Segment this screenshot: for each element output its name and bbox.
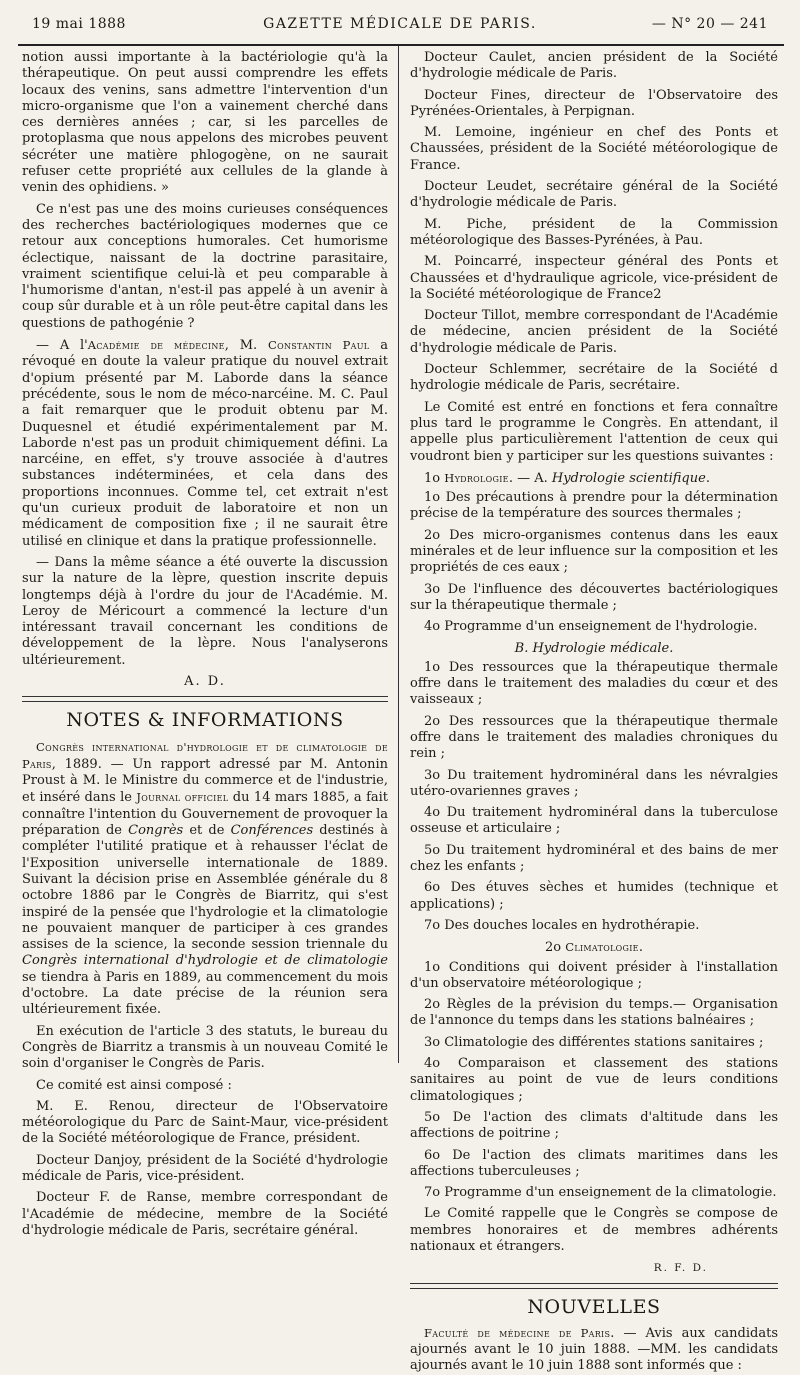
text-run: . (638, 940, 643, 956)
paragraph: M. Poincarré, inspecteur général des Ponts et Chaussées et d'hydraulique agricole, vice-président de la Société météorologique de France2 (410, 254, 778, 302)
list-item: 4o Programme d'un enseignement de l'hydrologie. (424, 619, 758, 635)
section-rule (410, 1288, 778, 1289)
running-header (18, 14, 782, 36)
section-rule (410, 1283, 778, 1284)
text-run-small-caps: Hydrologie (444, 470, 509, 485)
text-run-italic: Hydrologie scientifique (551, 470, 706, 486)
text-run: se tiendra à Paris en 1889, au commencement du mois d'octobre. La date précise de la réunion sera ultérieurement fixée. (22, 969, 388, 1018)
paragraph: En exécution de l'article 3 des statuts, le bureau du Congrès de Biarritz a transmis à un nouveau Comité le soin d'organiser le Congrès de Paris. (22, 1023, 388, 1072)
list-item: 5o Du traitement hydrominéral et des bains de mer chez les enfants ; (410, 842, 778, 875)
right-column (410, 50, 778, 1374)
subheading (410, 641, 778, 657)
left-column (22, 50, 389, 1238)
paragraph: Docteur Leudet, secrétaire général de la Société d'hydrologie médicale de Paris. (410, 179, 778, 211)
header-rule (18, 44, 784, 46)
text-run-small-caps: Climatologie (565, 940, 639, 955)
section-rule (22, 696, 388, 697)
text-run-small-caps: Congrès international d'hydrologie et de climatologie de Paris (22, 739, 388, 771)
text-run-small-caps: Faculté de médecine de Paris (424, 1325, 611, 1340)
header-date: 19 mai 1888 (32, 16, 126, 32)
paragraph (22, 739, 388, 1019)
text-run: , 1889. — Un rapport adressé par M. Antonin Proust à M. le Ministre du commerce et de l'industrie, et inséré dans le (22, 756, 388, 806)
list-item: 1o Conditions qui doivent présider à l'installation d'un observatoire météorologique ; (410, 959, 778, 991)
text-run: destinés à compléter l'utilité pratique et à rehausser l'éclat de l'Exposition universelle internationale de 1889. Suivant la décision prise en Assemblée générale du 8 octobre 1886 par le Congrès de Biarritz, qui s'est inspiré de la pensée que l'hydrologie et la climatologie ne pouvaient manquer de participer à ces grandes assises de la science, la seconde session triennale du (22, 823, 388, 953)
text-run: — A l' (36, 338, 88, 354)
text-run: 1o (424, 470, 445, 486)
paragraph: Docteur Schlemmer, secrétaire de la Société d hydrologie médicale de Paris, secrétaire. (410, 362, 778, 394)
signature: R. F. D. (653, 1262, 708, 1275)
paragraph: Docteur Fines, directeur de l'Observatoire des Pyrénées-Orientales, à Perpignan. (410, 87, 778, 119)
paragraph: Ce n'est pas une des moins curieuses conséquences des recherches bactériologiques modernes que ce retour aux conceptions humorales. Cet humorisme éclectique, naissant de la doctrine parasitaire, vraiment scientifique celui-là et peu comparable à l'humorisme d'antan, n'est-il pas appelé à un avenir à coup sûr durable et à un rôle peut-être capital dans les questions de pathogénie ? (22, 201, 388, 331)
paragraph: notion aussi importante à la bactériologie qu'à la thérapeutique. On peut aussi comprendre les effets locaux des venins, sans admettre l'intervention d'un micro-organisme que l'on a vainement cherché dans ces dernières années ; car, si les parcelles de protoplasma que nous appelons des microbes peuvent sécréter une matière phlogogène, on ne saurait refuser cette propriété aux cellules de la glande à venin des ophidiens. » (22, 50, 388, 196)
paragraph: Le Comité est entré en fonctions et fera connaître plus tard le programme le Congrès. En attendant, il appelle plus particulièrement l'attention de ceux qui voudront bien y participer sur les questions suivantes : (410, 399, 778, 464)
list-item: 5o De l'action des climats d'altitude dans les affections de poitrine ; (410, 1109, 778, 1142)
list-item: 3o Du traitement hydrominéral dans les névralgies utéro-ovariennes graves ; (410, 767, 778, 799)
header-title: GAZETTE MÉDICALE DE PARIS. (263, 16, 537, 32)
list-item: 7o Des douches locales en hydrothérapie. (424, 917, 700, 933)
section-title: NOTES & INFORMATIONS (66, 709, 344, 732)
list-item: 6o De l'action des climats maritimes dans les affections tuberculeuses ; (410, 1147, 778, 1179)
list-item: 4o Du traitement hydrominéral dans la tuberculose osseuse et articulaire ; (410, 805, 778, 837)
paragraph: M. Piche, président de la Commission météorologique des Basses-Pyrénées, à Pau. (410, 216, 778, 248)
text-run-italic: B. Hydrologie médicale. (514, 640, 674, 656)
text-run-small-caps: Constantin Paul (267, 338, 370, 353)
list-item: 7o Programme d'un enseignement de la climatologie. (424, 1185, 777, 1201)
text-run: a révoqué en doute la valeur pratique du nouvel extrait d'opium présenté par M. Laborde dans la séance précédente, sous le nom de méco-narcéine. M. C. Paul a fait remarquer que le produit obtenu par M. Duquesnel et étudié expérimentalement par M. Laborde n'est pas un produit chimiquement défini. La narcéine, en effet, s'y trouve associée à d'autres substances indéterminées, et cela dans des proportions inconnues. Comme tel, cet extrait n'est qu'un curieux produit de laboratoire et non un médicament de composition fixe ; il ne saurait être utilisé en clinique et dans la pratique professionnelle. (22, 338, 388, 549)
paragraph: M. E. Renou, directeur de l'Observatoire météorologique du Parc de Saint-Maur, vice-président de la Société météorologique de France, président. (22, 1098, 388, 1147)
text-run-italic: Conférences (230, 823, 314, 839)
section-title: NOUVELLES (527, 1295, 661, 1318)
signature: A. D. (184, 673, 226, 689)
list-item: 2o Des micro-organismes contenus dans les eaux minérales et de leur influence sur la composition et les propriétés de ces eaux ; (410, 527, 778, 576)
list-item: 6o Des étuves sèches et humides (technique et applications) ; (410, 880, 778, 912)
paragraph: Le Comité rappelle que le Congrès se compose de membres honoraires et de membres adhérents nationaux et étrangers. (410, 1206, 778, 1254)
list-item: 1o Des ressources que la thérapeutique thermale offre dans le traitement des maladies du cœur et des vaisseaux ; (410, 659, 778, 708)
text-run: du 14 mars 1885, a fait connaître l'intention du Gouvernement de provoquer la préparation de (22, 790, 389, 839)
paragraph: — Dans la même séance a été ouverte la discussion sur la nature de la lèpre, question inscrite depuis longtemps déjà à l'ordre du jour de l'Académie. M. Leroy de Méricourt a commencé la lecture d'un intéressant travail concernant les conditions de développement de la lèpre. Nous l'analyserons ultérieurement. (22, 554, 388, 668)
list-item: 4o Comparaison et classement des stations sanitaires au point de vue de leurs conditions climatologiques ; (410, 1056, 778, 1104)
column-divider (398, 46, 399, 1063)
subheading (410, 470, 778, 487)
text-run-small-caps: Journal officiel (136, 790, 229, 805)
text-run: . (705, 470, 710, 486)
text-run-italic: Congrès (128, 823, 184, 839)
paragraph: Docteur Tillot, membre correspondant de l'Académie de médecine, ancien président de la Société d'hydrologie médicale de Paris. (410, 308, 778, 356)
list-item: 2o Des ressources que la thérapeutique thermale offre dans le traitement des maladies chroniques du rein ; (410, 713, 778, 762)
subheading (410, 939, 778, 956)
paragraph (22, 337, 388, 550)
paragraph: Docteur Caulet, ancien président de la Société d'hydrologie médicale de Paris. (410, 50, 778, 82)
list-item: 1o Des précautions à prendre pour la détermination précise de la température des sources thermales ; (410, 490, 778, 522)
text-run: et de (183, 823, 231, 839)
list-item: 3o Climatologie des différentes stations sanitaires ; (424, 1034, 764, 1050)
text-run: , M. (224, 338, 268, 354)
text-run-italic: Congrès international d'hydrologie et de climatologie (22, 953, 388, 969)
text-run: 2o (545, 940, 566, 956)
list-item: 3o De l'influence des découvertes bactériologiques sur la thérapeutique thermale ; (410, 581, 778, 613)
paragraph: M. Lemoine, ingénieur en chef des Ponts et Chaussées, président de la Société météorologique de France. (410, 125, 778, 173)
section-rule (22, 701, 388, 702)
text-run: . — Avis aux candidats ajournés avant le 10 juin 1888. —MM. les candidats ajournés avant le 10 juin 1888 sont informés que : (410, 1325, 778, 1374)
paragraph: Docteur F. de Ranse, membre correspondant de l'Académie de médecine, membre de la Société d'hydrologie médicale de Paris, secrétaire général. (22, 1190, 388, 1238)
paragraph (410, 1325, 778, 1375)
text-run: . — A. (508, 470, 552, 486)
list-item: 2o Règles de la prévision du temps.— Organisation de l'annonce du temps dans les stations balnéaires ; (410, 997, 778, 1029)
text-run-small-caps: Académie de médecine (87, 338, 225, 353)
header-page-number: — N° 20 — 241 (651, 16, 768, 32)
paragraph: Docteur Danjoy, président de la Société d'hydrologie médicale de Paris, vice-président. (22, 1152, 388, 1184)
paragraph: Ce comité est ainsi composé : (36, 1077, 232, 1093)
